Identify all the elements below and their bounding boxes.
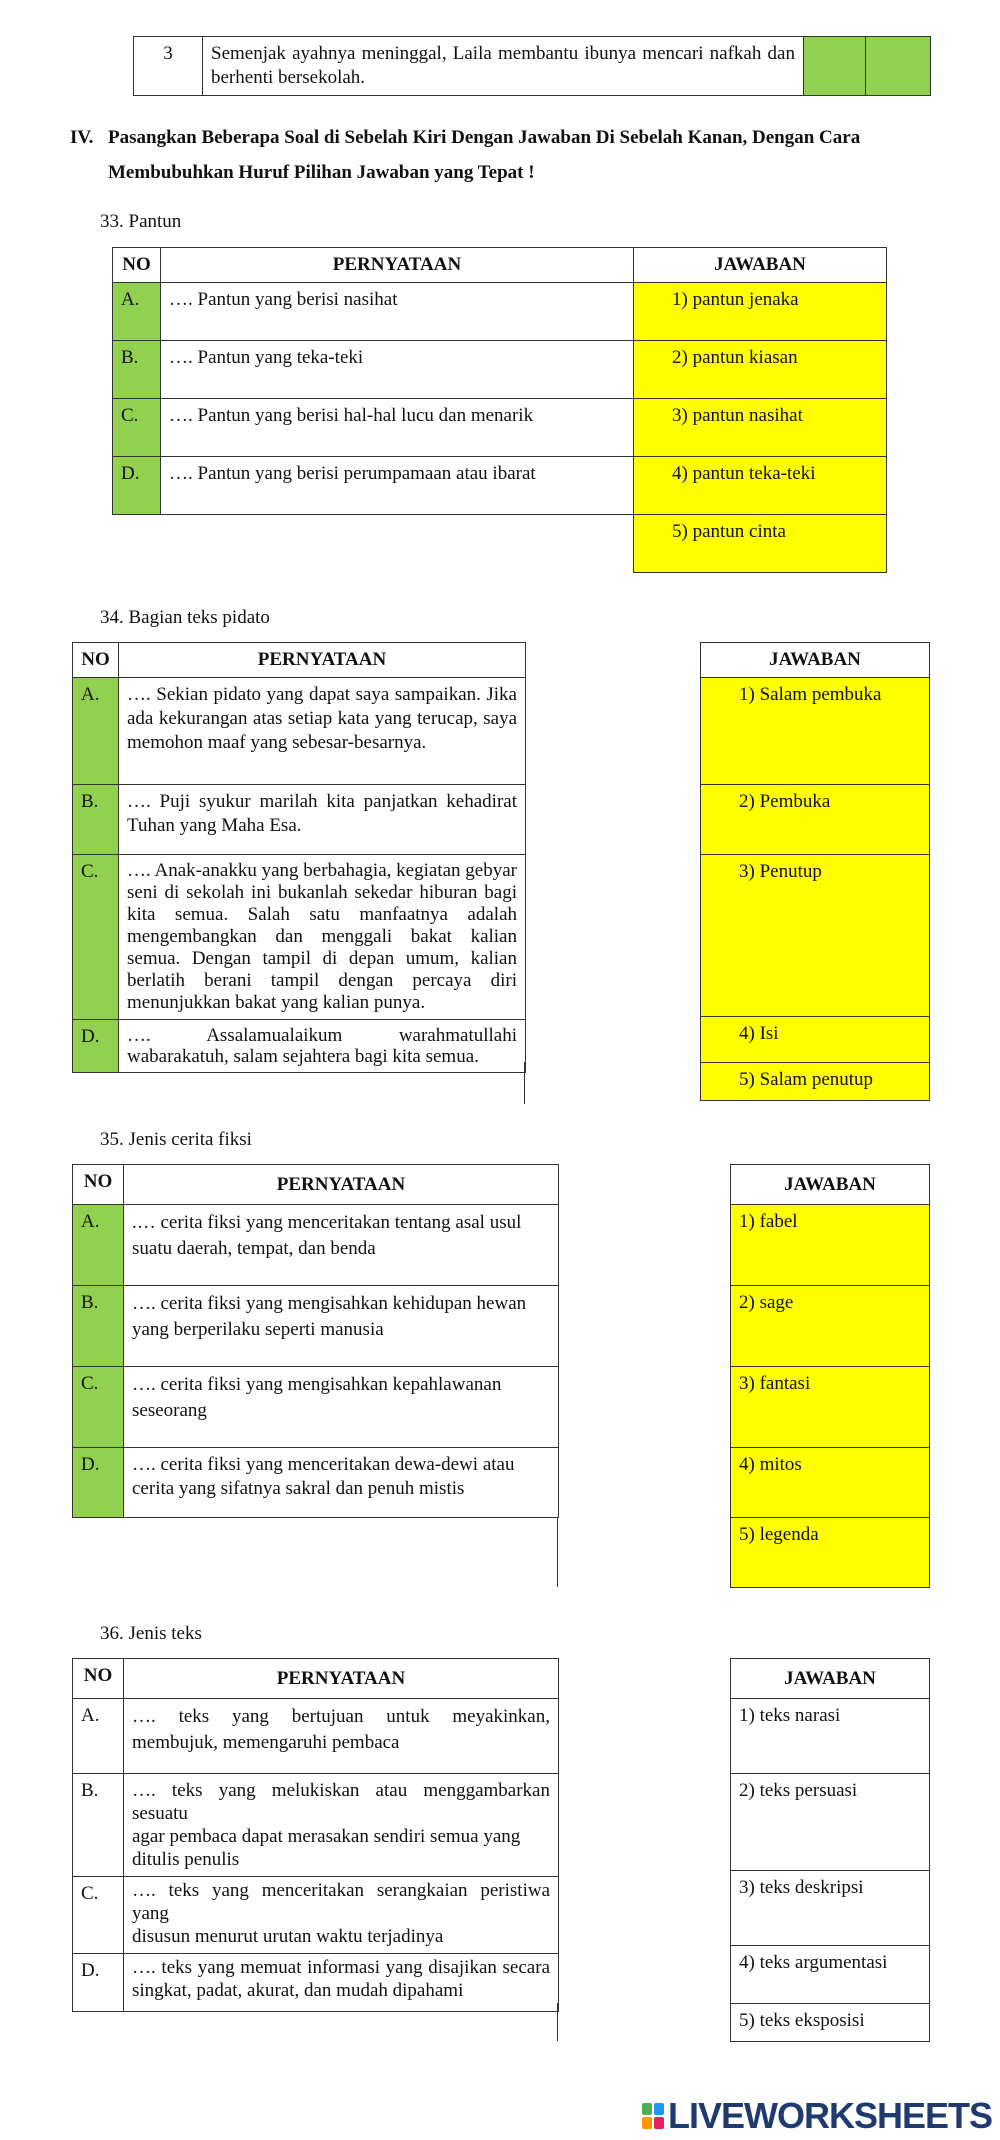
logo-icon: [642, 2103, 664, 2129]
statement-text: …. Pantun yang berisi nasihat: [161, 283, 634, 341]
answer-letter-cell[interactable]: A.: [113, 283, 161, 341]
fiksi-statement-table: [72, 1164, 559, 1518]
question-36-title: 36. Jenis teks: [100, 1623, 202, 1644]
statement-text: …. teks yang memuat informasi yang disajikan secara singkat, padat, akurat, dan mudah dipahami: [124, 1954, 559, 2012]
liveworksheets-logo: [642, 2096, 992, 2136]
statement-text: …. teks yang menceritakan serangkaian peristiwa yang: [132, 1880, 550, 1924]
answer-letter-cell[interactable]: D.: [73, 1020, 119, 1073]
answer-letter-cell[interactable]: D.: [73, 1954, 124, 2012]
table-header-row: [731, 1165, 930, 1205]
table-row: [134, 37, 931, 96]
question-33-title: 33. Pantun: [100, 211, 182, 232]
answer-option[interactable]: 1) teks narasi: [731, 1699, 930, 1774]
statement-text: …. Sekian pidato yang dapat saya sampaikan. Jika ada kekurangan atas setiap kata yang terucap, saya memohon maaf yang sebesar-besarnya.: [119, 678, 526, 785]
statement-text: …. Pantun yang teka-teki: [161, 341, 634, 399]
statement-text: …. Assalamualaikum warahmatullahi wabarakatuh, salam sejahtera bagi kita semua.: [119, 1020, 526, 1073]
table-header-row: [701, 643, 930, 678]
table-row: [113, 515, 887, 573]
statement-text: Semenjak ayahnya meninggal, Laila membantu ibunya mencari nafkah dan berhenti bersekolah.: [203, 37, 804, 96]
answer-option[interactable]: 1) fabel: [731, 1205, 930, 1286]
statement-text: …. Pantun yang berisi hal-hal lucu dan menarik: [161, 399, 634, 457]
answer-option[interactable]: 3) Penutup: [701, 855, 930, 1017]
answer-option[interactable]: 2) Pembuka: [701, 785, 930, 855]
answer-letter-cell[interactable]: B.: [73, 1286, 124, 1367]
table-row: [73, 1699, 559, 1774]
answer-option[interactable]: 2) pantun kiasan: [634, 341, 887, 399]
teks-statement-table: [72, 1658, 559, 2012]
table-row: [73, 785, 526, 855]
header-answer: JAWABAN: [731, 1165, 930, 1205]
answer-option[interactable]: 3) pantun nasihat: [634, 399, 887, 457]
table-row: [73, 1877, 559, 1954]
answer-option[interactable]: 4) pantun teka-teki: [634, 457, 887, 515]
section-instruction-line1: Pasangkan Beberapa Soal di Sebelah Kiri Dengan Jawaban Di Sebelah Kanan, Dengan Cara: [108, 127, 861, 148]
table-row: [113, 399, 887, 457]
table-row: [73, 1954, 559, 2012]
statement-text: …. teks yang bertujuan untuk meyakinkan, membujuk, memengaruhi pembaca: [124, 1699, 559, 1774]
answer-letter-cell[interactable]: A.: [73, 1205, 124, 1286]
table-row: [73, 1020, 526, 1073]
header-answer: JAWABAN: [731, 1659, 930, 1699]
answer-option[interactable]: 4) mitos: [731, 1448, 930, 1518]
table-divider: [557, 1517, 558, 1587]
answer-letter-cell[interactable]: A.: [73, 1699, 124, 1774]
table-header-row: [73, 1165, 559, 1205]
answer-letter-cell[interactable]: D.: [73, 1448, 124, 1518]
table-row: [113, 341, 887, 399]
statement-text: …. Puji syukur marilah kita panjatkan kehadirat Tuhan yang Maha Esa.: [119, 785, 526, 855]
answer-option[interactable]: 5) legenda: [731, 1518, 930, 1588]
top-table: [133, 36, 931, 96]
table-header-row: [731, 1659, 930, 1699]
answer-letter-cell[interactable]: C.: [73, 855, 119, 1020]
table-divider: [557, 2003, 558, 2041]
answer-box[interactable]: [804, 37, 866, 96]
table-row: [73, 1205, 559, 1286]
table-row: [113, 283, 887, 341]
answer-option[interactable]: 1) Salam pembuka: [701, 678, 930, 785]
answer-option[interactable]: 2) teks persuasi: [731, 1774, 930, 1871]
empty-cell: [161, 515, 634, 573]
pidato-answer-table: [700, 642, 930, 1101]
answer-letter-cell[interactable]: C.: [73, 1367, 124, 1448]
answer-letter-cell[interactable]: B.: [113, 341, 161, 399]
table-row: [73, 1774, 559, 1877]
table-row: [113, 457, 887, 515]
table-header-row: [73, 643, 526, 678]
statement-cell: [124, 1877, 559, 1954]
header-statement: PERNYATAAN: [119, 643, 526, 678]
header-statement: PERNYATAAN: [124, 1659, 559, 1699]
logo-text: LIVEWORKSHEETS: [667, 2095, 992, 2136]
statement-text: …. Anak-anakku yang berbahagia, kegiatan gebyar seni di sekolah ini bukanlah sekedar hiburan bagi kita semua. Salah satu manfaatnya adalah mengembangkan dan menggali bakat kalian semua. Dengan tampil di depan umum, kalian berlatih berani tampil dengan percaya diri menunjukkan bakat yang kalian punya.: [119, 855, 526, 1020]
answer-option[interactable]: 5) Salam penutup: [701, 1063, 930, 1101]
pidato-statement-table: [72, 642, 526, 1073]
answer-option[interactable]: 3) teks deskripsi: [731, 1871, 930, 1946]
teks-answer-table: [730, 1658, 930, 2042]
fiksi-answer-table: [730, 1164, 930, 1588]
section-label: IV.: [70, 127, 94, 148]
row-number: 3: [134, 37, 203, 96]
header-answer: JAWABAN: [701, 643, 930, 678]
statement-text: .… cerita fiksi yang menceritakan tentang asal usul suatu daerah, tempat, dan benda: [124, 1205, 559, 1286]
answer-letter-cell[interactable]: A.: [73, 678, 119, 785]
table-row: [73, 1367, 559, 1448]
table-header-row: [113, 248, 887, 283]
table-row: [73, 855, 526, 1020]
table-divider: [524, 1062, 525, 1104]
statement-text: …. teks yang melukiskan atau menggambarkan sesuatu: [132, 1780, 550, 1824]
pantun-table: [112, 247, 887, 573]
statement-text: …. cerita fiksi yang menceritakan dewa-dewi atau cerita yang sifatnya sakral dan penuh mistis: [124, 1448, 559, 1518]
question-34-title: 34. Bagian teks pidato: [100, 607, 270, 628]
header-no: NO: [73, 643, 119, 678]
answer-letter-cell[interactable]: C.: [113, 399, 161, 457]
answer-letter-cell[interactable]: B.: [73, 785, 119, 855]
statement-text: …. cerita fiksi yang mengisahkan kepahlawanan seseorang: [124, 1367, 559, 1448]
statement-text: …. Pantun yang berisi perumpamaan atau ibarat: [161, 457, 634, 515]
statement-cell: [124, 1774, 559, 1877]
empty-cell: [113, 515, 161, 573]
header-no: NO: [73, 1165, 124, 1205]
answer-option[interactable]: 4) teks argumentasi: [731, 1946, 930, 2004]
answer-option[interactable]: 2) sage: [731, 1286, 930, 1367]
statement-text-continued: agar pembaca dapat merasakan sendiri semua yang ditulis penulis: [132, 1826, 521, 1870]
answer-option[interactable]: 3) fantasi: [731, 1367, 930, 1448]
section-instruction-line2: Membubuhkan Huruf Pilihan Jawaban yang Tepat !: [108, 162, 535, 183]
answer-option[interactable]: 1) pantun jenaka: [634, 283, 887, 341]
answer-option[interactable]: 5) teks eksposisi: [731, 2004, 930, 2042]
header-no: NO: [73, 1659, 124, 1699]
answer-letter-cell[interactable]: B.: [73, 1774, 124, 1877]
header-statement: PERNYATAAN: [124, 1165, 559, 1205]
table-header-row: [73, 1659, 559, 1699]
table-row: [73, 1448, 559, 1518]
header-no: NO: [113, 248, 161, 283]
table-row: [73, 1286, 559, 1367]
answer-option[interactable]: 4) Isi: [701, 1017, 930, 1063]
question-35-title: 35. Jenis cerita fiksi: [100, 1129, 252, 1150]
statement-text-continued: disusun menurut urutan waktu terjadinya: [132, 1926, 444, 1947]
table-row: [73, 678, 526, 785]
answer-letter-cell[interactable]: C.: [73, 1877, 124, 1954]
header-statement: PERNYATAAN: [161, 248, 634, 283]
header-answer: JAWABAN: [634, 248, 887, 283]
statement-text: …. cerita fiksi yang mengisahkan kehidupan hewan yang berperilaku seperti manusia: [124, 1286, 559, 1367]
answer-option[interactable]: 5) pantun cinta: [634, 515, 887, 573]
answer-box[interactable]: [866, 37, 931, 96]
answer-letter-cell[interactable]: D.: [113, 457, 161, 515]
